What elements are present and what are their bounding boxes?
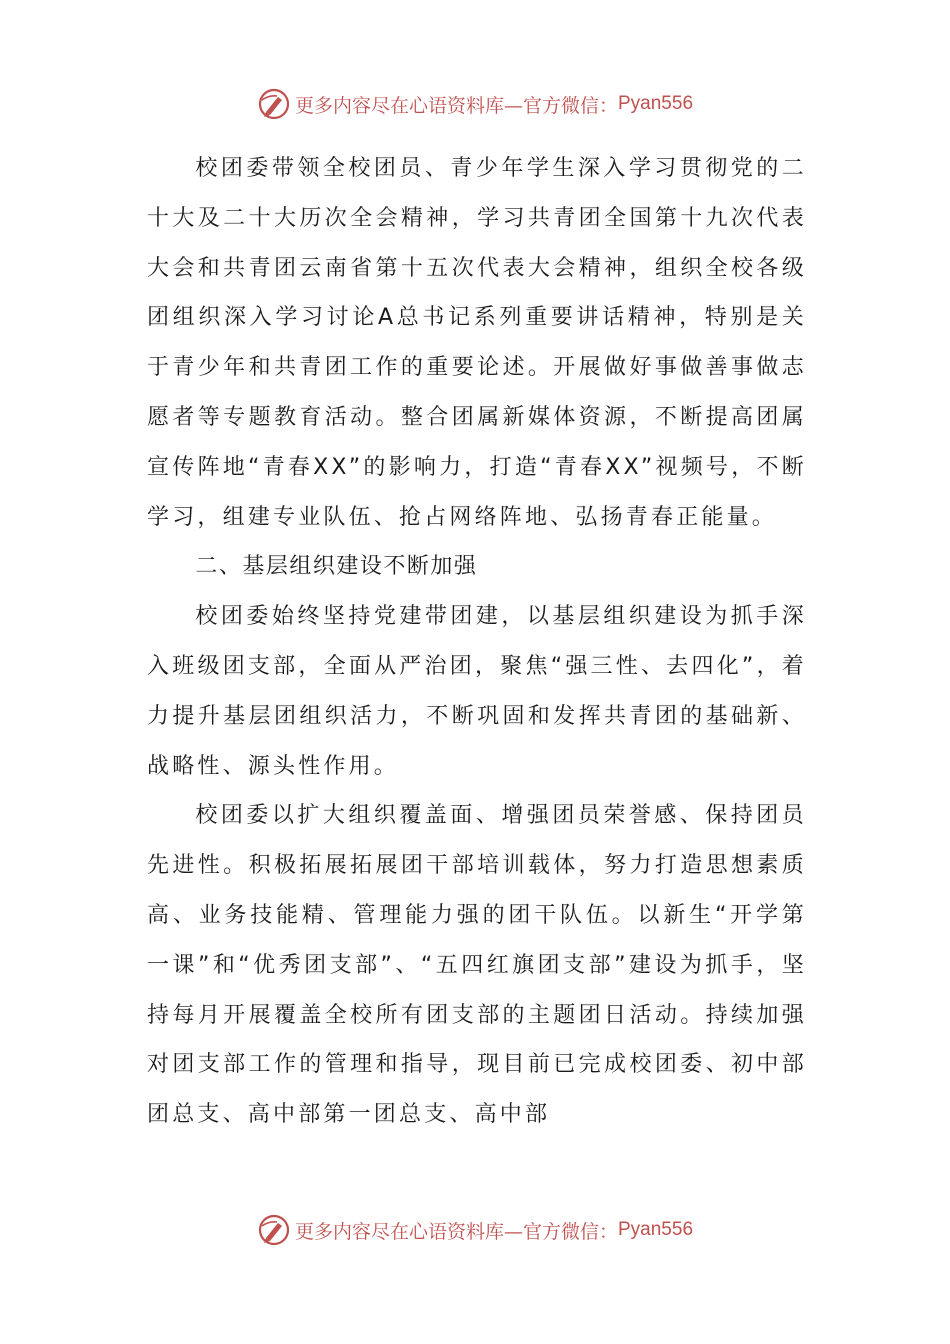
header-watermark [0,84,950,124]
pen-logo-icon [257,87,291,121]
paragraph: 校团委始终坚持党建带团建，以基层组织建设为抓手深入班级团支部，全面从严治团，聚焦“强三性、去四化”，着力提升基层团组织活力，不断巩固和发挥共青团的基础新、战略性、源头性作用。 [147,604,807,779]
watermark-wechat-id: Pyan556 [618,93,694,114]
watermark-text: 更多内容尽在心语资料库—官方微信： [294,94,618,117]
pen-logo-icon [257,1213,291,1247]
paragraph: 校团委带领全校团员、青少年学生深入学习贯彻党的二十大及二十大历次全会精神，学习共青团全国第十九次代表大会和共青团云南省第十五次代表大会精神，组织全校各级团组织深入学习讨论A总书记系列重要讲话精神，特别是关于青少年和共青团工作的重要论述。开展做好事做善事做志愿者等专题教育活动。整合团属新媒体资源，不断提高团属宣传阵地“青春XX”的影响力，打造“青春XX”视频号，不断学习，组建专业队伍、抢占网络阵地、弘扬青春正能量。 [147,156,807,530]
section-heading: 二、基层组织建设不断加强 [195,554,478,580]
watermark-text: 更多内容尽在心语资料库—官方微信： [294,1220,618,1243]
watermark-wechat-id: Pyan556 [618,1219,694,1240]
paragraph: 校团委以扩大组织覆盖面、增强团员荣誉感、保持团员先进性。积极拓展拓展团干部培训载体，努力打造思想素质高、业务技能精、管理能力强的团干队伍。以新生“开学第一课”和“优秀团支部”、“五四红旗团支部”建设为抓手，坚持每月开展覆盖全校所有团支部的主题团日活动。持续加强对团支部工作的管理和指导，现目前已完成校团委、初中部团总支、高中部第一团总支、高中部 [147,803,807,1128]
footer-watermark [0,1210,950,1250]
body-text [147,144,807,1140]
